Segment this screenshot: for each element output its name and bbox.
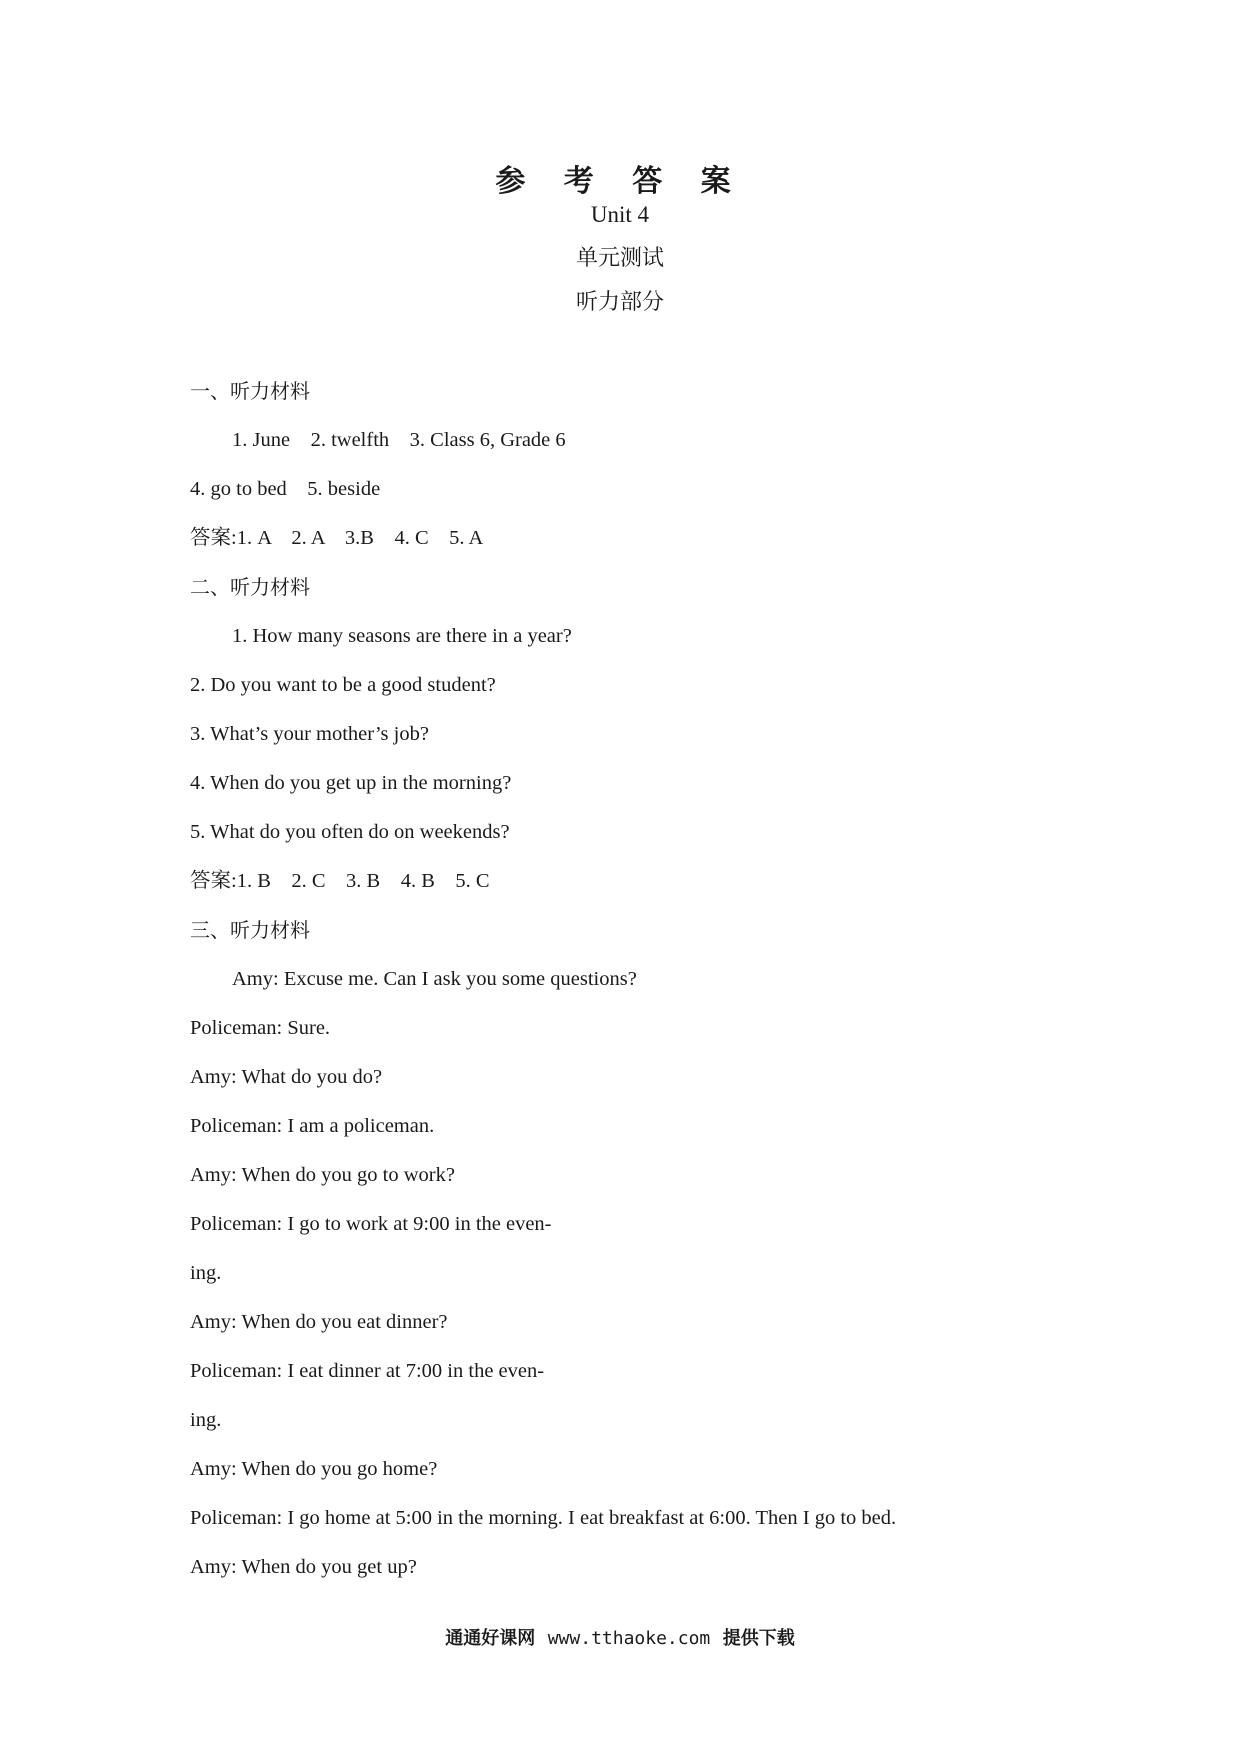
section-3-heading: 三、听力材料 — [190, 918, 310, 942]
page-title: 参 考 答 案 — [495, 164, 745, 199]
dialogue-line: Amy: Excuse me. Can I ask you some questions? — [232, 968, 637, 990]
section-2-heading: 二、听力材料 — [190, 575, 310, 599]
answer-line: 答案:1. B 2. C 3. B 4. B 5. C — [190, 870, 490, 892]
dialogue-line: ing. — [190, 1262, 222, 1284]
dialogue-line: Policeman: Sure. — [190, 1017, 331, 1039]
dialogue-line: Amy: What do you do? — [190, 1066, 383, 1088]
dialogue-line: Policeman: I am a policeman. — [190, 1115, 435, 1137]
text-line: 1. How many seasons are there in a year? — [232, 625, 572, 647]
footer-suffix: 提供下载 — [722, 1628, 795, 1649]
answer-body — [190, 367, 1090, 1592]
dialogue-line: Policeman: I go to work at 9:00 in the even- — [190, 1213, 552, 1235]
text-line: 2. Do you want to be a good student? — [190, 674, 496, 696]
answer-line: 答案:1. A 2. A 3.B 4. C 5. A — [190, 527, 484, 549]
dialogue-line: Amy: When do you eat dinner? — [190, 1311, 448, 1333]
dialogue-line: Policeman: I go home at 5:00 in the morning. I eat breakfast at 6:00. Then I go to bed. — [190, 1507, 897, 1529]
dialogue-line: Amy: When do you get up? — [190, 1556, 417, 1578]
test-heading: 单元测试 — [575, 246, 664, 271]
footer-site-name: 通通好课网 — [445, 1628, 536, 1649]
footer-url[interactable]: www.tthaoke.com — [547, 1628, 711, 1649]
dialogue-line: Amy: When do you go to work? — [190, 1164, 455, 1186]
dialogue-line: Policeman: I eat dinner at 7:00 in the even- — [190, 1360, 545, 1382]
text-line: 3. What’s your mother’s job? — [190, 723, 429, 745]
section-1-heading: 一、听力材料 — [190, 379, 310, 403]
text-line: 4. go to bed 5. beside — [190, 478, 381, 500]
section-heading: 听力部分 — [575, 290, 664, 315]
text-line: 4. When do you get up in the morning? — [190, 772, 512, 794]
footer — [0, 1623, 1240, 1654]
dialogue-line: Amy: When do you go home? — [190, 1458, 438, 1480]
text-line: 1. June 2. twelfth 3. Class 6, Grade 6 — [232, 429, 566, 451]
dialogue-line: ing. — [190, 1409, 222, 1431]
unit-heading: Unit 4 — [590, 202, 650, 227]
text-line: 5. What do you often do on weekends? — [190, 821, 510, 843]
